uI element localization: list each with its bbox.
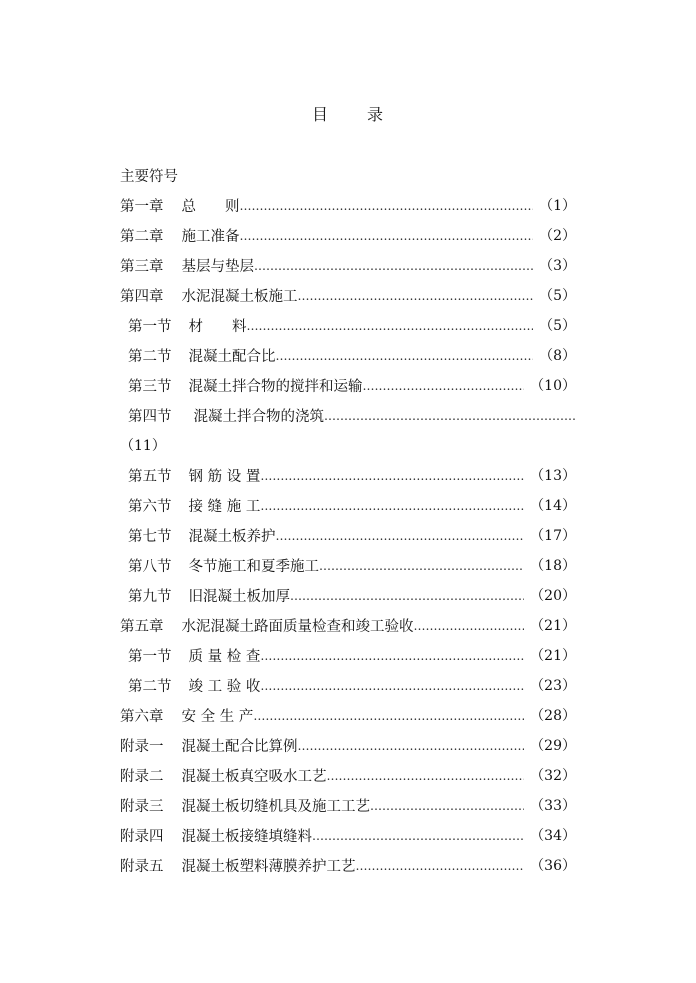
toc-row (120, 464, 576, 486)
toc-page-number: （28） (530, 708, 576, 724)
toc-entry-name: 混凝土板养护 (188, 528, 276, 545)
title-char-right: 录 (367, 105, 385, 124)
toc-page-number: （17） (530, 528, 576, 544)
toc-label: 第一节 (128, 648, 172, 665)
toc-leader (260, 649, 524, 663)
toc-entry-name: 混凝土板真空吸水工艺 (181, 768, 327, 785)
toc-leader (276, 529, 525, 543)
toc-row (120, 704, 576, 726)
toc-entry-name: 质 量 检 查 (188, 648, 261, 665)
toc-label: 第一章 (120, 198, 164, 215)
toc-label: 第三章 (120, 258, 164, 275)
toc-page-number: （21） (530, 618, 576, 634)
toc-label: 第四章 (120, 288, 164, 305)
toc-row (120, 554, 576, 576)
toc-leader (253, 709, 524, 723)
toc-page-number: （34） (530, 828, 576, 844)
toc-leader (240, 229, 534, 243)
toc-page-number: （5） (539, 288, 576, 304)
toc-label: 第二节 (128, 678, 172, 695)
toc-leader (290, 589, 524, 603)
toc-leader (370, 799, 524, 813)
toc-leader (324, 409, 576, 423)
toc-entry-name: 旧混凝土板加厚 (188, 588, 290, 605)
toc-row (120, 344, 576, 366)
toc-page-number: （29） (530, 738, 576, 754)
toc-label: 主要符号 (120, 168, 178, 185)
toc-row (120, 314, 576, 336)
toc-page-number: （8） (539, 348, 576, 364)
toc-row (120, 674, 576, 696)
toc-label: 第九节 (128, 588, 172, 605)
toc-row (120, 284, 576, 306)
toc-entry-name: 混凝土板接缝填缝料 (181, 828, 312, 845)
toc-leader (247, 319, 534, 333)
toc-entry-name: 施工准备 (181, 228, 240, 245)
toc-entry-name: 混凝土配合比算例 (181, 738, 298, 755)
toc-page-number: （5） (539, 318, 576, 334)
toc-label: 第二节 (128, 348, 172, 365)
toc-leader (298, 289, 534, 303)
toc-leader (327, 769, 525, 783)
toc-leader (276, 349, 534, 363)
toc-page-number: （20） (530, 588, 576, 604)
toc-entry-name: 混凝土拌合物的浇筑 (193, 408, 324, 425)
toc-row-symbols (120, 164, 576, 186)
toc-leader (298, 739, 525, 753)
toc-row (120, 374, 576, 396)
toc-row (120, 224, 576, 246)
toc-label: 附录四 (120, 828, 164, 845)
toc-row (120, 404, 576, 426)
toc-page-number: （36） (530, 858, 576, 874)
toc-page-number: （1） (539, 198, 576, 214)
toc-label: 第四节 (128, 408, 172, 425)
toc-entry-name: 冬节施工和夏季施工 (188, 558, 319, 575)
toc-entry-name: 混凝土板塑料薄膜养护工艺 (181, 858, 356, 875)
toc-row (120, 824, 576, 846)
toc-leader (260, 499, 524, 513)
toc-leader (312, 829, 524, 843)
toc-row (120, 764, 576, 786)
toc-page-number: （21） (530, 648, 576, 664)
toc-row (120, 194, 576, 216)
toc-label: 附录二 (120, 768, 164, 785)
toc-page-number: （14） (530, 498, 576, 514)
toc-row (120, 854, 576, 876)
toc-label: 第六章 (120, 708, 164, 725)
toc-label: 第二章 (120, 228, 164, 245)
toc-page-number: （3） (539, 258, 576, 274)
toc-row (120, 584, 576, 606)
toc-row (120, 794, 576, 816)
toc-page-number: （2） (539, 228, 576, 244)
toc-row (120, 494, 576, 516)
toc-leader (260, 679, 524, 693)
toc-row (120, 524, 576, 546)
toc-label: 第一节 (128, 318, 172, 335)
toc-leader (414, 619, 525, 633)
toc-page-number: （33） (530, 798, 576, 814)
toc-row (120, 644, 576, 666)
toc-entry-name: 安 全 生 产 (181, 708, 254, 725)
toc-row (120, 254, 576, 276)
toc-leader (356, 859, 525, 873)
title-char-left: 目 (311, 105, 329, 124)
toc-label: 附录五 (120, 858, 164, 875)
toc-entry-name: 材 料 (188, 318, 247, 335)
toc-page-number: （23） (530, 678, 576, 694)
toc-page-number: （13） (530, 468, 576, 484)
toc-leader (363, 379, 525, 393)
toc-leader (254, 259, 533, 273)
toc-label: 第七节 (128, 528, 172, 545)
toc-label: 第五章 (120, 618, 164, 635)
toc-entry-name: 总 则 (181, 198, 240, 215)
toc-label: 附录一 (120, 738, 164, 755)
toc-entry-name: 接 缝 施 工 (188, 498, 261, 515)
toc-entry-name: 混凝土拌合物的搅拌和运输 (188, 378, 363, 395)
toc-label: 第八节 (128, 558, 172, 575)
toc-leader (260, 469, 524, 483)
toc-row (120, 614, 576, 636)
toc-label: 第三节 (128, 378, 172, 395)
toc-page-number: （11） (120, 438, 166, 454)
toc-page-number: （18） (530, 558, 576, 574)
toc-entry-name: 竣 工 验 收 (188, 678, 261, 695)
page-title (0, 102, 696, 125)
toc-page-number: （32） (530, 768, 576, 784)
toc-entry-name: 水泥混凝土路面质量检查和竣工验收 (181, 618, 414, 635)
toc-leader (319, 559, 524, 573)
toc-entry-name: 混凝土配合比 (188, 348, 276, 365)
toc-label: 第五节 (128, 468, 172, 485)
toc-row-wrap (120, 434, 576, 456)
toc-entry-name: 基层与垫层 (181, 258, 254, 275)
toc-entry-name: 水泥混凝土板施工 (181, 288, 298, 305)
toc-entry-name: 钢 筋 设 置 (188, 468, 261, 485)
toc-label: 附录三 (120, 798, 164, 815)
toc-leader (240, 199, 534, 213)
toc-label: 第六节 (128, 498, 172, 515)
toc-row (120, 734, 576, 756)
toc-page-number: （10） (530, 378, 576, 394)
toc-entry-name: 混凝土板切缝机具及施工工艺 (181, 798, 370, 815)
